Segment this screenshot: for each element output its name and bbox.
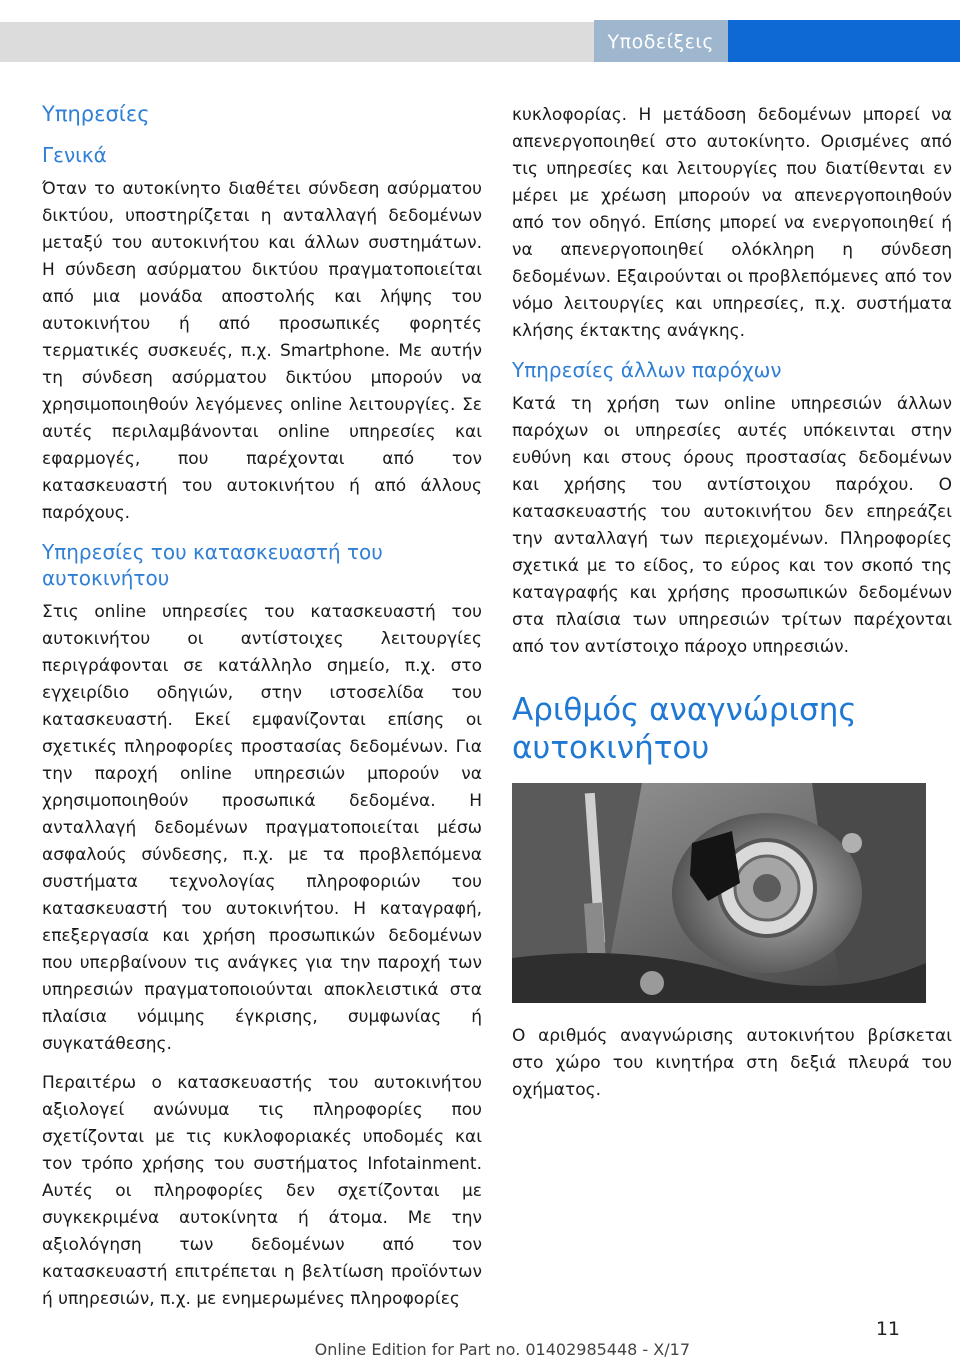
heading-vehicle-id-number: Αριθμός αναγνώρισης αυτοκινήτου bbox=[512, 692, 857, 766]
left-column bbox=[42, 100, 482, 1325]
heading-services: Υπηρεσίες bbox=[42, 102, 150, 126]
heading-general: Γενικά bbox=[42, 143, 107, 167]
header-accent-block bbox=[728, 20, 960, 62]
page-header bbox=[0, 0, 960, 62]
paragraph-other-providers: Κατά τη χρήση των online υπηρεσιών άλλων παρόχων οι υπηρεσίες αυτές υπόκεινται στην ευθύνη και στους όρους προστασίας δεδομένων και χρήσης του αντίστοιχου παρόχου. Ο κατασκευαστής του αυτοκινήτου δεν επηρεάζει την ανταλλαγή των περιεχομένων. Πληροφορίες σχετικά με το είδος, το εύρος και τον σκοπό της καταγραφής και χρήσης προσωπικών δεδομένων στα πλαίσια των υπηρεσιών τρίτων παρέχονται από τον αντίστοιχο πάροχο υπηρεσιών. bbox=[512, 394, 952, 657]
heading-manufacturer-services: Υπηρεσίες του κατασκευαστή του αυτοκινήτου bbox=[42, 540, 383, 590]
paragraph-continued: κυκλοφορίας. Η μετάδοση δεδομένων μπορεί να απενεργοποιηθεί στο αυτοκίνητο. Ορισμένες από τις υπηρεσίες και λειτουργίες που διατίθενται εν μέρει με χρέωση μπορούν να απενεργοποιηθούν από τον οδηγό. Επίσης μπορεί να ενεργοποιηθεί ή να απενεργοποιηθεί ολόκληρη η σύνδεση δεδομένων. Εξαιρούνται οι προβλεπόμενες από τον νόμο λειτουργίες και υπηρεσίες, π.χ. συστήματα κλήσης έκτακτης ανάγκης. bbox=[512, 105, 952, 341]
edition-footer: Online Edition for Part no. 01402985448 - X/17 bbox=[314, 1340, 690, 1359]
paragraph-manufacturer-2: Περαιτέρω ο κατασκευαστής του αυτοκινήτου αξιολογεί ανώνυμα τις πληροφορίες που σχετίζονται με τις κυκλοφοριακές υποδομές και τον τρόπο χρήσης του συστήματος Infotainment. Αυτές οι πληροφορίες δεν σχετίζονται με συγκεκριμένα αυτοκίνητα ή άτομα. Με την αξιολόγηση των δεδομένων από τον κατασκευαστή επιτρέπεται η βελτίωση προϊόντων ή υπηρεσιών, π.χ. με ενημερωμένες πληροφορίες bbox=[42, 1073, 482, 1309]
paragraph-vin-location: Ο αριθμός αναγνώρισης αυτοκινήτου βρίσκεται στο χώρο του κινητήρα στη δεξιά πλευρά του οχήματος. bbox=[512, 1026, 952, 1100]
paragraph-manufacturer-1: Στις online υπηρεσίες του κατασκευαστή του αυτοκινήτου οι αντίστοιχες λειτουργίες περιγράφονται σε κατάλληλο σημείο, π.χ. στο εγχειρίδιο οδηγιών, στην ιστοσελίδα του κατασκευαστή. Εκεί εμφανίζονται επίσης οι σχετικές πληροφορίες προστασίας δεδομένων. Για την παροχή online υπηρεσιών μπορούν να χρησιμοποιηθούν προσωπικά δεδομένα. Η ανταλλαγή δεδομένων πραγματοποιείται μέσω ασφαλούς σύνδεσης, π.χ. με τα προβλεπόμενα συστήματα τεχνολογίας πληροφοριών του κατασκευαστή του αυτοκινήτου. Η καταγραφή, επεξεργασία και χρήση προσωπικών δεδομένων που υπερβαίνουν τις ανάγκες για την παροχή των υπηρεσιών πραγματοποιούνται αποκλειστικά στα πλαίσια νόμιμης έγκρισης, συμφωνίας ή συγκατάθεσης. bbox=[42, 602, 482, 1054]
page-number: 11 bbox=[875, 1318, 900, 1340]
engine-bay-photo bbox=[512, 783, 926, 1003]
right-column bbox=[512, 100, 952, 1116]
paragraph-general: Όταν το αυτοκίνητο διαθέτει σύνδεση ασύρματου δικτύου, υποστηρίζεται η ανταλλαγή δεδομένων μεταξύ του αυτοκινήτου και άλλων συστημάτων. Η σύνδεση ασύρματου δικτύου πραγματοποιείται από μια μονάδα αποστολής και λήψης του αυτοκινήτου ή από προσωπικές φορητές τερματικές συσκευές, π.χ. Smartphone. Με αυτήν τη σύνδεση ασύρματου δικτύου μπορούν να χρησιμοποιηθούν λεγόμενες online λειτουργίες. Σε αυτές περιλαμβάνονται online υπηρεσίες και εφαρμογές, που παρέχονται από τον κατασκευαστή του αυτοκινήτου ή από άλλους παρόχους. bbox=[42, 179, 482, 523]
heading-other-providers: Υπηρεσίες άλλων παρόχων bbox=[512, 358, 782, 382]
section-tab: Υποδείξεις bbox=[594, 20, 728, 62]
